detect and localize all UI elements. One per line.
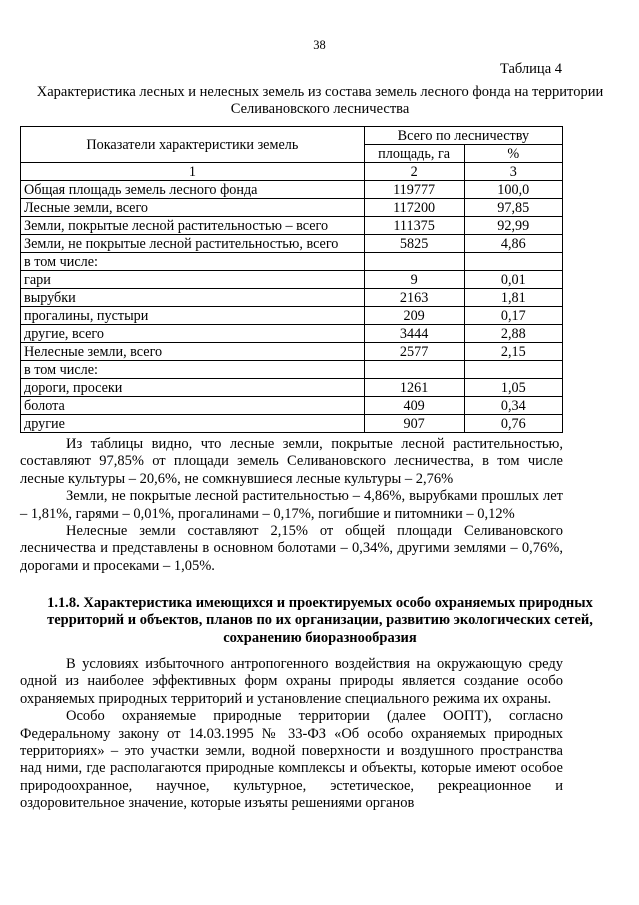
row-area: 2163 <box>364 289 464 307</box>
row-percent: 1,05 <box>464 379 562 397</box>
row-percent: 0,76 <box>464 415 562 433</box>
row-label: в том числе: <box>21 361 365 379</box>
table-row <box>21 253 563 271</box>
column-number-row <box>21 163 563 181</box>
col-number: 2 <box>364 163 464 181</box>
row-area: 111375 <box>364 217 464 235</box>
paragraph: В условиях избыточного антропогенного воздействия на окружающую среду одной из наиболее эффективных форм охраны природы является создание особо охраняемых природных территорий и установление специального режима их охраны. <box>20 656 563 707</box>
table-row <box>21 271 563 289</box>
row-label: болота <box>21 397 365 415</box>
row-area: 2577 <box>364 343 464 361</box>
paragraph: Особо охраняемые природные территории (далее ООПТ), согласно Федеральному закону от 14.03.1995 № 33-ФЗ «Об особо охраняемых природных территориях» – это участки земли, водной поверхности и воздушного пространства над ними, где располагаются природные комплексы и объекты, которые имеют особое природоохранное, научное, культурное, эстетическое, рекреационное и оздоровительное значение, которые изъяты решениями органов <box>20 708 563 812</box>
row-label: вырубки <box>21 289 365 307</box>
row-area: 119777 <box>364 181 464 199</box>
row-area: 3444 <box>364 325 464 343</box>
row-label: Земли, покрытые лесной растительностью – всего <box>21 217 365 235</box>
row-area: 907 <box>364 415 464 433</box>
table-title: Характеристика лесных и нелесных земель из состава земель лесного фонда на территории Селивановского лесничества <box>36 84 604 117</box>
table-row <box>21 343 563 361</box>
paragraph: Нелесные земли составляют 2,15% от общей площади Селивановского лесничества и представлены в основном болотами – 0,34%, другими землями – 0,76%, дорогами и просеками – 1,05%. <box>20 523 563 574</box>
row-percent: 92,99 <box>464 217 562 235</box>
row-label: в том числе: <box>21 253 365 271</box>
table-row <box>21 235 563 253</box>
row-percent: 97,85 <box>464 199 562 217</box>
table-row <box>21 307 563 325</box>
header-percent: % <box>464 145 562 163</box>
row-area <box>364 253 464 271</box>
table-row <box>21 181 563 199</box>
table-row <box>21 415 563 433</box>
table-row <box>21 325 563 343</box>
row-percent: 0,01 <box>464 271 562 289</box>
row-percent: 2,15 <box>464 343 562 361</box>
row-percent: 0,17 <box>464 307 562 325</box>
row-label: дороги, просеки <box>21 379 365 397</box>
row-percent: 4,86 <box>464 235 562 253</box>
row-label: Нелесные земли, всего <box>21 343 365 361</box>
paragraph: Из таблицы видно, что лесные земли, покрытые лесной растительностью, составляют 97,85% от площади земель Селивановского лесничества, в том числе лесные культуры – 20,6%, не сомкнувшиеся лесные культуры – 2,76% <box>20 436 563 487</box>
header-total: Всего по лесничеству <box>364 127 562 145</box>
row-label: прогалины, пустыри <box>21 307 365 325</box>
analysis-text <box>20 436 563 575</box>
row-percent: 1,81 <box>464 289 562 307</box>
row-label: другие, всего <box>21 325 365 343</box>
row-area: 117200 <box>364 199 464 217</box>
row-area: 9 <box>364 271 464 289</box>
page-number: 38 <box>313 38 326 52</box>
row-area: 209 <box>364 307 464 325</box>
row-area: 5825 <box>364 235 464 253</box>
oopt-text <box>20 656 563 813</box>
table-header-row <box>21 127 563 145</box>
table-label: Таблица 4 <box>499 61 562 77</box>
paragraph: Земли, не покрытые лесной растительностью – 4,86%, вырубками прошлых лет – 1,81%, гарями – 0,01%, прогалинами – 0,17%, погибшие и питомники – 0,12% <box>20 488 563 522</box>
row-area: 1261 <box>364 379 464 397</box>
table-row <box>21 379 563 397</box>
table-row <box>21 217 563 235</box>
row-percent: 100,0 <box>464 181 562 199</box>
table-row <box>21 397 563 415</box>
row-label: Общая площадь земель лесного фонда <box>21 181 365 199</box>
row-percent: 0,34 <box>464 397 562 415</box>
land-characteristics-table <box>20 126 563 433</box>
row-percent: 2,88 <box>464 325 562 343</box>
col-number: 1 <box>21 163 365 181</box>
row-area: 409 <box>364 397 464 415</box>
table-row <box>21 199 563 217</box>
row-label: другие <box>21 415 365 433</box>
row-percent <box>464 361 562 379</box>
col-number: 3 <box>464 163 562 181</box>
row-label: гари <box>21 271 365 289</box>
section-heading: 1.1.8. Характеристика имеющихся и проектируемых особо охраняемых природных территорий и объектов, планов по их организации, развитию экологических сетей, сохранению биоразнообразия <box>47 595 593 646</box>
table-row <box>21 289 563 307</box>
row-label: Земли, не покрытые лесной растительностью, всего <box>21 235 365 253</box>
header-indicator: Показатели характеристики земель <box>21 127 365 163</box>
row-percent <box>464 253 562 271</box>
row-area <box>364 361 464 379</box>
row-label: Лесные земли, всего <box>21 199 365 217</box>
header-area: площадь, га <box>364 145 464 163</box>
table-row <box>21 361 563 379</box>
